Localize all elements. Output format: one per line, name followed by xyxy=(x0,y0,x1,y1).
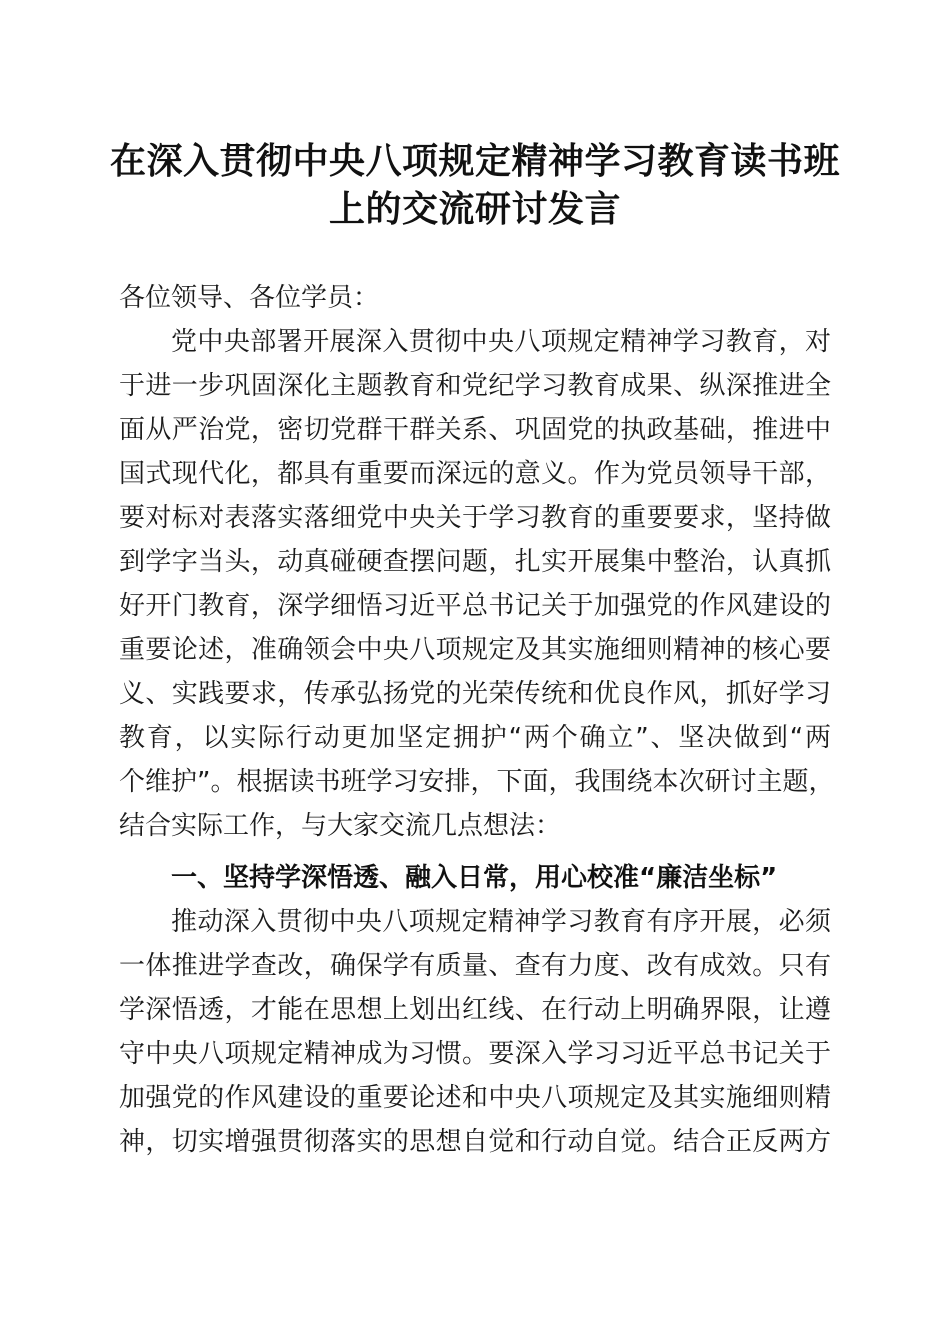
paragraph-2-line: 一体推进学查改，确保学有质量、查有力度、改有成效。只有 xyxy=(119,951,831,981)
paragraph-1-line: 于进一步巩固深化主题教育和党纪学习教育成果、纵深推进全 xyxy=(119,371,831,401)
paragraph-2-line: 神，切实增强贯彻落实的思想自觉和行动自觉。结合正反两方 xyxy=(119,1127,831,1157)
section-1-heading: 一、坚持学深悟透、融入日常，用心校准“廉洁坐标” xyxy=(171,863,778,893)
paragraph-1-line: 要对标对表落实落细党中央关于学习教育的重要要求，坚持做 xyxy=(119,503,831,533)
paragraph-2-line: 加强党的作风建设的重要论述和中央八项规定及其实施细则精 xyxy=(119,1083,831,1113)
paragraph-1-line: 党中央部署开展深入贯彻中央八项规定精神学习教育，对 xyxy=(171,327,831,357)
paragraph-1-line: 好开门教育，深学细悟习近平总书记关于加强党的作风建设的 xyxy=(119,591,831,621)
paragraph-1-line: 面从严治党，密切党群干群关系、巩固党的执政基础，推进中 xyxy=(119,415,831,445)
paragraph-1-line: 到学字当头，动真碰硬查摆问题，扎实开展集中整治，认真抓 xyxy=(119,547,831,577)
paragraph-2-line: 守中央八项规定精神成为习惯。要深入学习习近平总书记关于 xyxy=(119,1039,831,1069)
paragraph-1-line: 国式现代化，都具有重要而深远的意义。作为党员领导干部， xyxy=(119,459,831,489)
paragraph-2-line: 学深悟透，才能在思想上划出红线、在行动上明确界限，让遵 xyxy=(119,995,831,1025)
paragraph-1-line: 教育，以实际行动更加坚定拥护“两个确立”、坚决做到“两 xyxy=(119,723,831,753)
paragraph-1-line: 个维护”。根据读书班学习安排，下面，我围绕本次研讨主题， xyxy=(119,767,835,797)
document-title-line-2: 上的交流研讨发言 xyxy=(328,188,621,230)
salutation: 各位领导、各位学员： xyxy=(119,283,380,313)
document-title-line-1: 在深入贯彻中央八项规定精神学习教育读书班 xyxy=(109,140,840,182)
paragraph-1-line: 重要论述，准确领会中央八项规定及其实施细则精神的核心要 xyxy=(119,635,831,665)
paragraph-1-line: 义、实践要求，传承弘扬党的光荣传统和优良作风，抓好学习 xyxy=(119,679,831,709)
paragraph-1-line: 结合实际工作，与大家交流几点想法： xyxy=(119,811,562,841)
paragraph-2-line: 推动深入贯彻中央八项规定精神学习教育有序开展，必须 xyxy=(171,907,831,937)
